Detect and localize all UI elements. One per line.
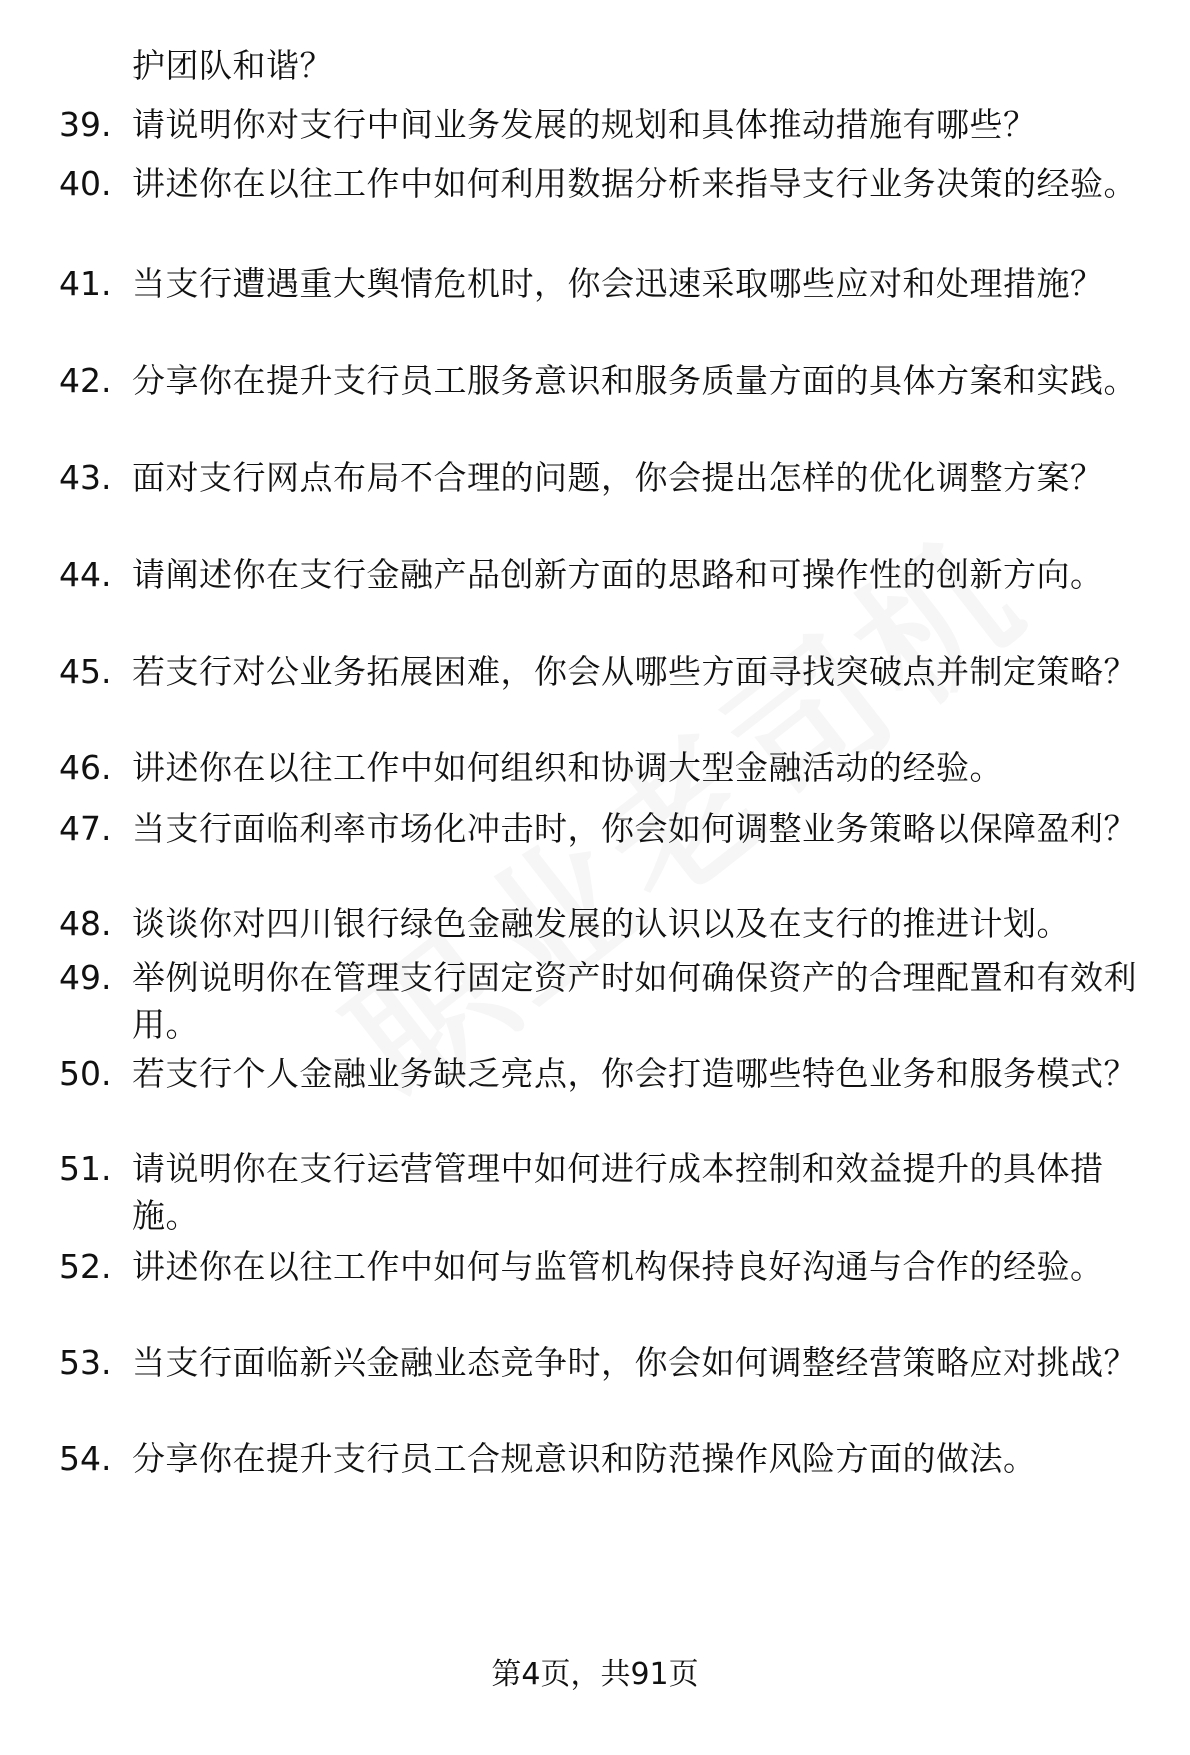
question-number: 39. <box>59 105 112 144</box>
question-number: 42. <box>59 361 112 400</box>
question-number: 50. <box>59 1054 112 1093</box>
question-number: 49. <box>59 958 112 997</box>
question-text: 讲述你在以往工作中如何组织和协调大型金融活动的经验。 <box>132 748 1003 787</box>
question-text: 分享你在提升支行员工服务意识和服务质量方面的具体方案和实践。 <box>132 361 1137 400</box>
question-text-continued: 护团队和谐？ <box>132 46 333 85</box>
question-text: 请说明你在支行运营管理中如何进行成本控制和效益提升的具体措施。 <box>132 1149 1104 1235</box>
question-text: 讲述你在以往工作中如何与监管机构保持良好沟通与合作的经验。 <box>132 1247 1104 1286</box>
question-number: 46. <box>59 748 112 787</box>
question-number: 43. <box>59 458 112 497</box>
question-text: 若支行对公业务拓展困难，你会从哪些方面寻找突破点并制定策略？ <box>132 652 1137 691</box>
question-text: 请阐述你在支行金融产品创新方面的思路和可操作性的创新方向。 <box>132 555 1104 594</box>
question-number: 40. <box>59 164 112 203</box>
question-number: 41. <box>59 264 112 303</box>
question-text: 请说明你对支行中间业务发展的规划和具体推动措施有哪些？ <box>132 105 1037 144</box>
question-number: 52. <box>59 1247 112 1286</box>
question-number: 51. <box>59 1149 112 1188</box>
question-text: 若支行个人金融业务缺乏亮点，你会打造哪些特色业务和服务模式？ <box>132 1054 1137 1093</box>
question-number: 48. <box>59 904 112 943</box>
question-text: 举例说明你在管理支行固定资产时如何确保资产的合理配置和有效利用。 <box>132 958 1137 1044</box>
question-number: 47. <box>59 809 112 848</box>
question-text: 面对支行网点布局不合理的问题，你会提出怎样的优化调整方案？ <box>132 458 1104 497</box>
page-footer: 第4页，共91页 <box>491 1657 699 1692</box>
question-number: 54. <box>59 1439 112 1478</box>
question-text: 讲述你在以往工作中如何利用数据分析来指导支行业务决策的经验。 <box>132 164 1137 203</box>
question-number: 45. <box>59 652 112 691</box>
question-text: 当支行遭遇重大舆情危机时，你会迅速采取哪些应对和处理措施？ <box>132 264 1104 303</box>
question-text: 分享你在提升支行员工合规意识和防范操作风险方面的做法。 <box>132 1439 1037 1478</box>
question-text: 当支行面临利率市场化冲击时，你会如何调整业务策略以保障盈利？ <box>132 809 1137 848</box>
question-text: 当支行面临新兴金融业态竞争时，你会如何调整经营策略应对挑战？ <box>132 1343 1137 1382</box>
question-number: 44. <box>59 555 112 594</box>
question-number: 53. <box>59 1343 112 1382</box>
question-text: 谈谈你对四川银行绿色金融发展的认识以及在支行的推进计划。 <box>132 904 1070 943</box>
